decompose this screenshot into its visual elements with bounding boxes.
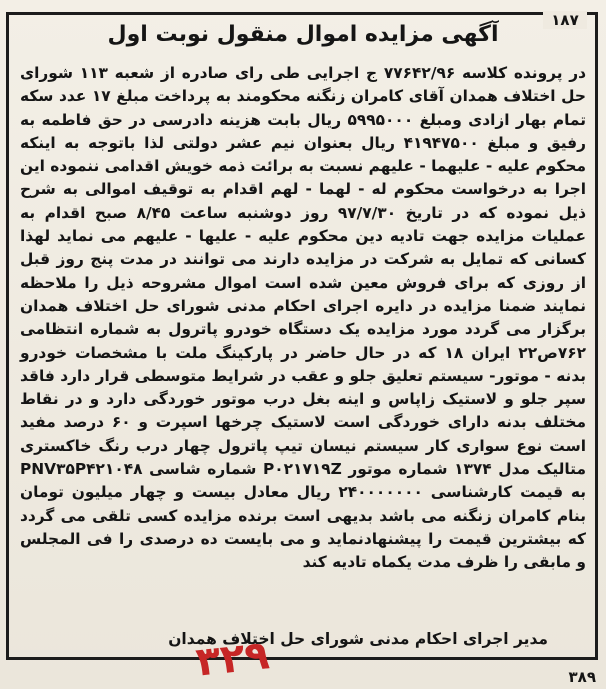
page-number-top: ۱۸۷ — [543, 11, 587, 29]
notice-title: آگهی مزایده اموال منقول نوبت اول — [107, 22, 499, 47]
notice-body: در پرونده کلاسه ۷۷۶۴۲/۹۶ ج اجرایی طی رای صادره از شعبه ۱۱۳ شورای حل اختلاف همدان آقای کامران زنگنه محکومند به پرداخت مبلغ ۱۷ عدد سکه تمام بهار ازادی ومبلغ ۵۹۹۵۰۰۰ ریال بابت هزینه دادرسی در حق فاطمه به رفیق و مبلغ ۴۱۹۴۷۵۰۰ ریال بعنوان نیم عشر دولتی لذا باتوجه به اینکه محکوم علیه - علیهما - علیهم نسبت به برائت ذمه خویش اقدامی ننموده این اجرا به درخواست محکوم له - لهما - لهم اقدام به توقیف اموالی به شرح ذیل نموده که در تاریخ ۹۷/۷/۳۰ روز دوشنبه ساعت ۸/۴۵ صبح اقدام به عملیات مزایده جهت تادیه دین محکوم علیه - علیها - علیهم می نماید لهذا کسانی که تمایل به شرکت در مزایده دارند می توانند در مدت پنج روز قبل از روزی که برای فروش معین شده است اموال مشروحه ذیل را ملاحظه نمایند ضمنا مزایده در دایره اجرای احکام مدنی شورای حل اختلاف همدان برگزار می گردد مورد مزایده یک دستگاه خودرو پاترول به شماره انتظامی ۷۶۲ص۲۲ ایران ۱۸ که در حال حاضر در پارکینگ ملت با مشخصات خودرو بدنه - موتور- سیستم تعلیق جلو و عقب در شرایط متوسطی قرار دارد فاقد سپر جلو و لاستیک زاپاس و اینه بغل درب موتور خوردگی دارد و در نقاط مختلف بدنه دارای خوردگی است لاستیک چرخها اسپرت و ۶۰ درصد مفید است نوع سواری کار سیستم نیسان تیپ پاترول چهار درب رنگ خاکستری متالیک مدل ۱۳۷۴ شماره موتور P۰۲۱۷۱۹Z شماره شاسی PNV۳۵P۴۲۱۰۴۸ به قیمت کارشناسی ۲۴۰۰۰۰۰۰۰ ریال معادل بیست و چهار میلیون تومان بنام کامران زنگنه می باشد بدیهی است برنده مزایده کسی تلقی می گردد که بیشترین قیمت را پیشنهادنماید و می بایست ده درصدی را فی المجلس و مابقی را ظرف مدت یکماه تادیه کند — [20, 64, 587, 572]
page-number-bottom: ۳۸۹ — [568, 668, 596, 686]
notice-signature: مدیر اجرای احکام مدنی شورای حل اختلاف همدان — [168, 630, 548, 648]
handwritten-number: ۳۲۹ — [193, 632, 272, 686]
